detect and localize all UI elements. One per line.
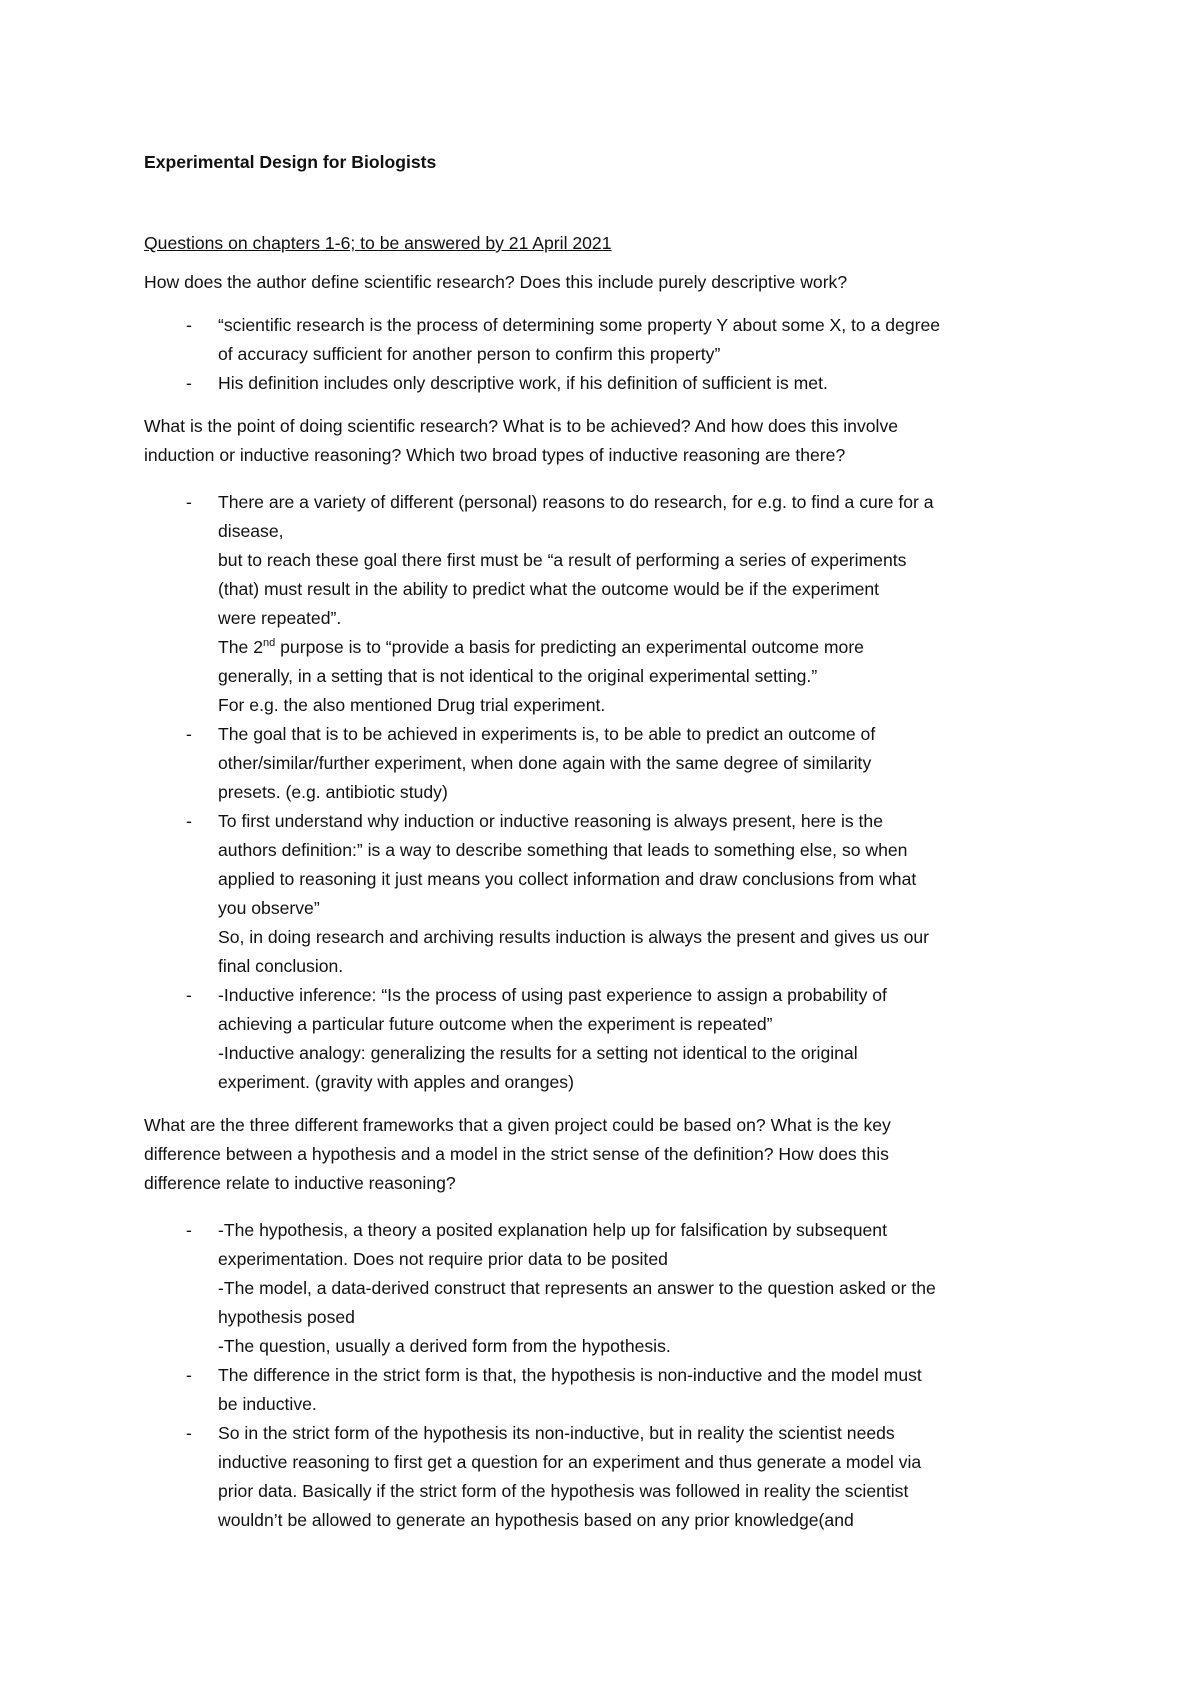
answer-list-3 — [144, 1216, 1064, 1535]
answer-line: be inductive. — [218, 1394, 317, 1414]
question-line: induction or inductive reasoning? Which two broad types of inductive reasoning are there? — [144, 445, 846, 465]
ordinal-superscript: nd — [263, 637, 276, 650]
answer-line: There are a variety of different (personal) reasons to do research, for e.g. to find a cure for a — [218, 492, 934, 512]
answer-line: The difference in the strict form is that, the hypothesis is non-inductive and the model must — [218, 1365, 922, 1385]
answer-line — [218, 633, 1064, 662]
answer-line: prior data. Basically if the strict form of the hypothesis was followed in reality the scientist — [218, 1481, 909, 1501]
answer-item — [144, 807, 1064, 981]
answer-line: generally, in a setting that is not identical to the original experimental setting.” — [218, 666, 818, 686]
answer-line: experimentation. Does not require prior data to be posited — [218, 1249, 668, 1269]
answer-line: To first understand why induction or inductive reasoning is always present, here is the — [218, 811, 884, 831]
questions-subheading: Questions on chapters 1-6; to be answered by 21 April 2021 — [144, 233, 612, 253]
bullet-dash: - — [186, 492, 192, 512]
answer-line: So in the strict form of the hypothesis its non-inductive, but in reality the scientist needs — [218, 1423, 895, 1443]
answer-line: -The model, a data-derived construct that represents an answer to the question asked or the — [218, 1278, 936, 1298]
answer-line: -The hypothesis, a theory a posited explanation help up for falsification by subsequent — [218, 1220, 887, 1240]
answer-line: disease, — [218, 521, 284, 541]
bullet-dash: - — [186, 373, 192, 393]
answer-text: purpose is to “provide a basis for predicting an experimental outcome more — [275, 637, 864, 657]
answer-line: wouldn’t be allowed to generate an hypothesis based on any prior knowledge(and — [218, 1510, 854, 1530]
bullet-dash: - — [186, 315, 192, 335]
answer-line: So, in doing research and archiving results induction is always the present and gives us our — [218, 927, 929, 947]
answer-line: were repeated”. — [218, 608, 342, 628]
answer-item — [144, 1216, 1064, 1361]
answer-item — [144, 720, 1064, 807]
question-line: What are the three different frameworks that a given project could be based on? What is the key — [144, 1115, 891, 1135]
answer-line: “scientific research is the process of determining some property Y about some X, to a degree — [218, 315, 941, 335]
answer-line: applied to reasoning it just means you collect information and draw conclusions from what — [218, 869, 917, 889]
question-3 — [144, 1111, 1064, 1198]
question-1: How does the author define scientific research? Does this include purely descriptive work? — [144, 272, 848, 292]
answer-item — [144, 1419, 1064, 1535]
answer-line: authors definition:” is a way to describe something that leads to something else, so when — [218, 840, 908, 860]
question-line: difference relate to inductive reasoning? — [144, 1173, 456, 1193]
answer-line: hypothesis posed — [218, 1307, 355, 1327]
answer-line: presets. (e.g. antibiotic study) — [218, 782, 448, 802]
answer-list-2 — [144, 488, 1064, 1097]
answer-line: -The question, usually a derived form from the hypothesis. — [218, 1336, 671, 1356]
answer-line: experiment. (gravity with apples and oranges) — [218, 1072, 574, 1092]
answer-item — [144, 981, 1064, 1097]
answer-line: -Inductive analogy: generalizing the results for a setting not identical to the original — [218, 1043, 858, 1063]
answer-item — [144, 369, 1064, 398]
question-2 — [144, 412, 1064, 470]
answer-item — [144, 488, 1064, 720]
answer-line: final conclusion. — [218, 956, 344, 976]
bullet-dash: - — [186, 1220, 192, 1240]
answer-line: inductive reasoning to first get a question for an experiment and thus generate a model via — [218, 1452, 922, 1472]
answer-item — [144, 311, 1064, 369]
answer-list-1 — [144, 311, 1064, 398]
bullet-dash: - — [186, 985, 192, 1005]
bullet-dash: - — [186, 811, 192, 831]
bullet-dash: - — [186, 1423, 192, 1443]
answer-line: For e.g. the also mentioned Drug trial experiment. — [218, 695, 606, 715]
answer-line: His definition includes only descriptive work, if his definition of sufficient is met. — [218, 373, 828, 393]
answer-line: of accuracy sufficient for another person to confirm this property” — [218, 344, 721, 364]
answer-line: The goal that is to be achieved in experiments is, to be able to predict an outcome of — [218, 724, 876, 744]
bullet-dash: - — [186, 724, 192, 744]
document-body — [144, 148, 1064, 1535]
answer-line: -Inductive inference: “Is the process of using past experience to assign a probability of — [218, 985, 887, 1005]
answer-line: (that) must result in the ability to predict what the outcome would be if the experiment — [218, 579, 880, 599]
question-line: difference between a hypothesis and a model in the strict sense of the definition? How does this — [144, 1144, 889, 1164]
document-title: Experimental Design for Biologists — [144, 152, 437, 172]
answer-line: achieving a particular future outcome when the experiment is repeated” — [218, 1014, 773, 1034]
question-line: What is the point of doing scientific research? What is to be achieved? And how does this involve — [144, 416, 899, 436]
answer-line: you observe” — [218, 898, 320, 918]
answer-text: The 2 — [218, 637, 263, 657]
bullet-dash: - — [186, 1365, 192, 1385]
answer-line: other/similar/further experiment, when done again with the same degree of similarity — [218, 753, 872, 773]
answer-item — [144, 1361, 1064, 1419]
answer-line: but to reach these goal there first must be “a result of performing a series of experiments — [218, 550, 907, 570]
